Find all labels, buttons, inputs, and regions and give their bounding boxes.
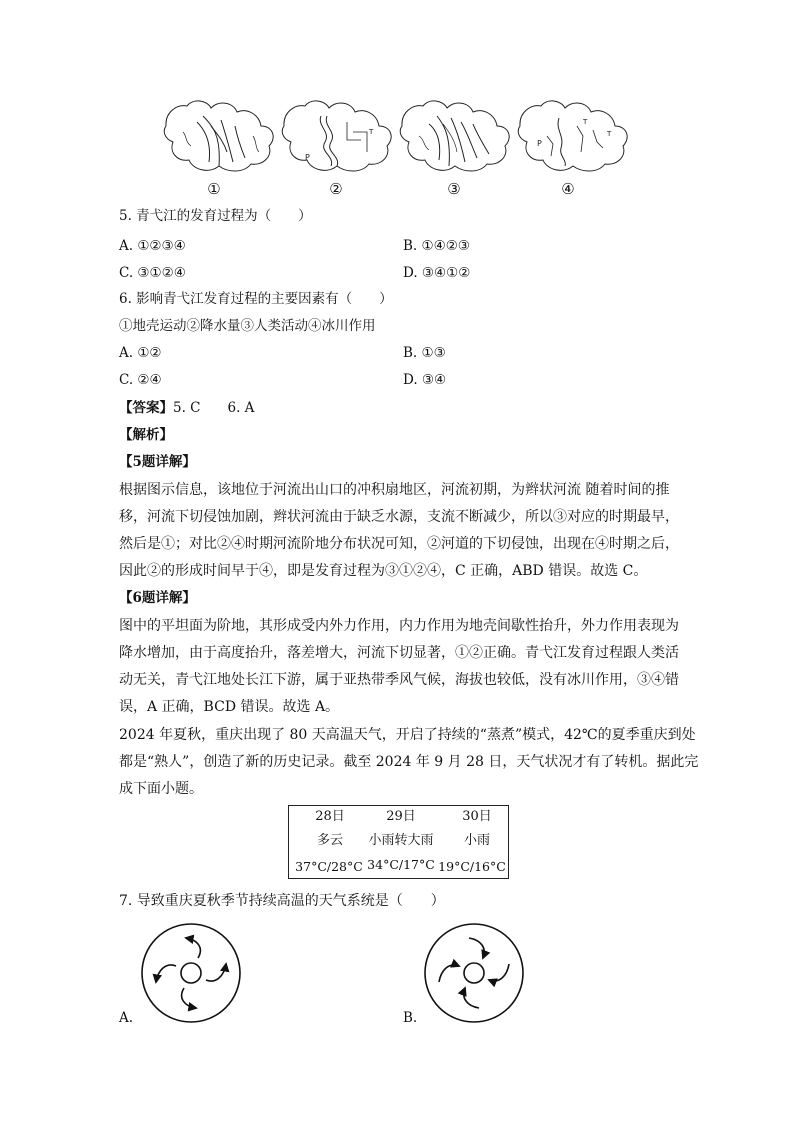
q7-option-b[interactable]: B. bbox=[403, 1010, 418, 1026]
q6-detail-line-1: 图中的平坦面为阶地，其形成受内外力作用，内力作用为地壳间歇性抬升，外力作用表现为 bbox=[119, 618, 679, 634]
q6-factors: ①地壳运动②降水量③人类活动④冰川作用 bbox=[119, 318, 376, 334]
passage-line-1: 2024 年夏秋，重庆出现了 80 天高温天气，开启了持续的“蒸煮”模式，42℃的夏季重庆到处 bbox=[119, 727, 696, 743]
svg-text:T: T bbox=[369, 128, 374, 136]
weather-date: 29日 bbox=[386, 809, 416, 824]
q5-option-a[interactable]: A. ①②③④ bbox=[119, 238, 186, 254]
analysis-label: 【解析】 bbox=[119, 427, 173, 443]
q6-option-c[interactable]: C. ②④ bbox=[119, 372, 162, 388]
q6-stem: 6. 影响青弋江发育过程的主要因素有（ ） bbox=[119, 291, 393, 307]
answer-line bbox=[119, 398, 254, 418]
q6-detail-line-3: 动无关，青弋江地处长江下游，属于亚热带季风气候，海拔也较低，没有冰川作用，③④错 bbox=[119, 672, 679, 688]
q5-option-b[interactable]: B. ①④②③ bbox=[403, 238, 470, 254]
river-map-1 bbox=[164, 101, 273, 171]
weather-forecast-table bbox=[288, 805, 509, 879]
figure-label-2: ② bbox=[329, 180, 343, 198]
q6-detail-label: 【6题详解】 bbox=[119, 590, 196, 606]
weather-temp-2: 34°C/17°C bbox=[367, 857, 435, 872]
passage-line-2: 都是“熟人”，创造了新的历史记录。截至 2024 年 9 月 28 日，天气状况才有了转机。据此完 bbox=[119, 754, 699, 770]
weather-day-3 bbox=[449, 806, 505, 852]
weather-temp-1: 37°C/28°C bbox=[295, 859, 363, 874]
svg-text:P: P bbox=[537, 139, 542, 148]
q5-detail-line-3: 然后是①；对比②④时期河流阶地分布状况可知，②河道的下切侵蚀，出现在④时期之后， bbox=[119, 536, 679, 552]
figure-label-4: ④ bbox=[561, 180, 575, 198]
river-map-4 bbox=[518, 101, 627, 171]
weather-condition: 多云 bbox=[316, 833, 343, 848]
svg-text:P: P bbox=[305, 153, 310, 162]
weather-date: 28日 bbox=[315, 809, 345, 824]
q5-stem: 5. 青弋江的发育过程为（ ） bbox=[119, 208, 312, 224]
weather-condition: 小雨转大雨 bbox=[368, 833, 434, 848]
figure-label-3: ③ bbox=[447, 180, 461, 198]
q6-option-d[interactable]: D. ③④ bbox=[403, 372, 447, 388]
river-map-2 bbox=[282, 101, 391, 171]
q5-option-c[interactable]: C. ③①②④ bbox=[119, 265, 186, 281]
q5-option-d[interactable]: D. ③④①② bbox=[403, 265, 471, 281]
q7-option-a[interactable]: A. bbox=[119, 1010, 134, 1026]
q7-stem: 7. 导致重庆夏秋季节持续高温的天气系统是（ ） bbox=[119, 893, 445, 909]
q7-option-b-diagram[interactable] bbox=[421, 920, 527, 1026]
river-maps-svg bbox=[163, 96, 633, 178]
answer-label: 【答案】 bbox=[119, 400, 173, 416]
passage-line-3: 成下面小题。 bbox=[119, 781, 203, 797]
q6-option-a[interactable]: A. ①② bbox=[119, 345, 162, 361]
figure-label-1: ① bbox=[207, 180, 221, 198]
q6-option-b[interactable]: B. ①③ bbox=[403, 345, 446, 361]
svg-text:T: T bbox=[607, 130, 612, 138]
svg-text:T: T bbox=[583, 118, 588, 126]
answer-text: 5. C 6. A bbox=[173, 400, 255, 416]
weather-day-2 bbox=[361, 806, 441, 852]
q5-detail-line-2: 移，河流下切侵蚀加剧，辫状河流由于缺乏水源，支流不断减少，所以③对应的时期最早， bbox=[119, 509, 679, 525]
q5-detail-line-1: 根据图示信息，该地位于河流出山口的冲积扇地区，河流初期，为辫状河流 随着时间的推 bbox=[119, 482, 670, 498]
q6-detail-line-4: 误，A 正确，BCD 错误。故选 A。 bbox=[119, 699, 340, 715]
q7-option-a-diagram[interactable] bbox=[138, 920, 244, 1026]
q6-detail-line-2: 降水增加，由于高度抬升，落差增大，河流下切显著，①②正确。青弋江发育过程跟人类活 bbox=[119, 645, 679, 661]
weather-date: 30日 bbox=[462, 809, 492, 824]
q5-detail-label: 【5题详解】 bbox=[119, 454, 196, 470]
weather-temp-3: 19°C/16°C bbox=[438, 859, 506, 874]
q5-detail-line-4: 因此②的形成时间早于④，即是发育过程为③①②④，C 正确，ABD 错误。故选 C。 bbox=[119, 563, 648, 579]
river-map-3 bbox=[400, 101, 509, 171]
weather-condition: 小雨 bbox=[463, 833, 490, 848]
weather-day-1 bbox=[303, 806, 357, 852]
